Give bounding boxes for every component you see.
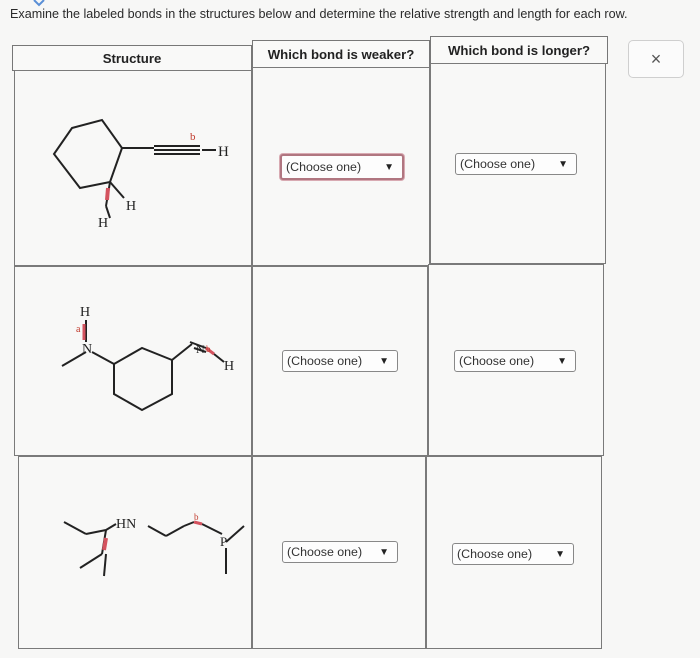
dropdown-arrow-icon: ▼: [555, 548, 565, 560]
header-longer: Which bond is longer?: [430, 36, 608, 64]
longer-select-row-1[interactable]: [455, 153, 577, 175]
bond-label-a: a: [76, 324, 81, 335]
bond-a-highlight: [107, 188, 108, 200]
dropdown-arrow-icon: ▼: [558, 158, 568, 170]
bond-a-highlight: [104, 538, 106, 550]
longer-select-row-2[interactable]: [454, 350, 576, 372]
bond-b-highlight: [194, 522, 202, 524]
weaker-select-row-1[interactable]: [280, 154, 404, 180]
structure-2-drawing: [44, 300, 249, 425]
select-value: (Choose one): [459, 354, 535, 368]
select-value: (Choose one): [457, 547, 533, 561]
atom-label-hn: HN: [116, 517, 137, 532]
header-structure: Structure: [12, 45, 252, 71]
header-weaker: Which bond is weaker?: [252, 40, 430, 68]
close-button[interactable]: ×: [628, 40, 684, 78]
select-value: (Choose one): [460, 157, 536, 171]
atom-label-h: H: [224, 359, 235, 374]
structure-1-drawing: [40, 110, 250, 235]
dropdown-arrow-icon: ▼: [557, 355, 567, 367]
atom-label-h: H: [126, 199, 137, 214]
dropdown-arrow-icon: ▼: [379, 355, 389, 367]
weaker-select-row-2[interactable]: [282, 350, 398, 372]
weaker-select-row-3[interactable]: [282, 541, 398, 563]
select-value: (Choose one): [286, 160, 362, 174]
bond-label-b: b: [190, 131, 196, 143]
atom-label-n: N: [82, 342, 93, 357]
bond-label-b: b: [206, 344, 211, 354]
select-value: (Choose one): [287, 545, 363, 559]
dropdown-arrow-icon: ▼: [384, 161, 394, 173]
dropdown-arrow-icon: ▼: [379, 546, 389, 558]
atom-label-n: N: [196, 342, 205, 356]
longer-select-row-3[interactable]: [452, 543, 574, 565]
instruction-text: Examine the labeled bonds in the structures below and determine the relative strength and length for each row.: [10, 7, 628, 21]
atom-label-h: H: [98, 216, 109, 231]
atom-label-h: H: [218, 144, 229, 160]
atom-label-h: H: [80, 305, 91, 320]
select-value: (Choose one): [287, 354, 363, 368]
structure-3-drawing: [44, 498, 249, 598]
atom-label-p: P: [220, 534, 228, 549]
bond-label-b: b: [194, 512, 199, 522]
